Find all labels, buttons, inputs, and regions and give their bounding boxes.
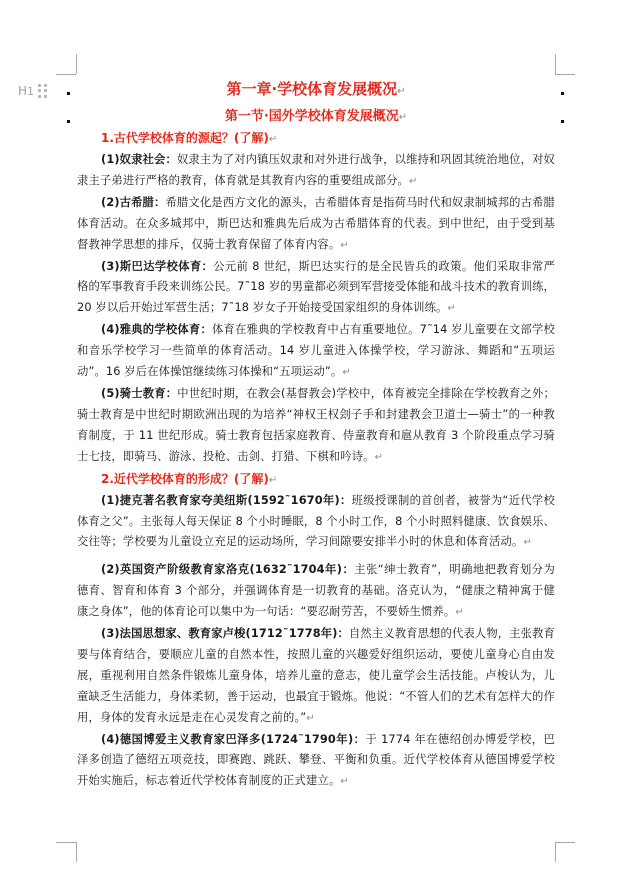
body-paragraph: (3)法国思想家、教育家卢梭(1712˜1778年)：自然主义教育思想的代表人物，主张教育要与体育结合，要顺应儿童的自然本性，按照儿童的兴趣爱好组织运动，要使儿童身心自由发展，重视利用自然条件锻炼儿童身体，培养儿童的意志，使儿童学会生活技能。卢梭认为，儿童缺乏生活能力，身体柔韧，善于运动，也最宜于锻炼。他说：“不管人们的艺术有怎样大的作用，身体的发育永远是走在心灵发育之前的。”↵ bbox=[77, 627, 556, 724]
body-paragraph: (1)奴隶社会：奴隶主为了对内镇压奴隶和对外进行战争，以维持和巩固其统治地位，对奴隶主子弟进行严格的教育，体育就是其教育内容的重要组成部分。↵ bbox=[77, 153, 555, 187]
crop-mark-top-left bbox=[56, 74, 76, 75]
crop-mark-top-left bbox=[76, 54, 77, 74]
document-body[interactable] bbox=[77, 78, 555, 793]
crop-mark-bottom-left bbox=[56, 842, 76, 843]
body-paragraph: (2)古希腊：希腊文化是西方文化的源头，古希腊体育是指荷马时代和奴隶制城邦的古希腊体育活动。在众多城邦中，斯巴达和雅典先后成为古希腊体育的代表。到中世纪，由于受到基督教神学思想的排斥，仅骑士教育保留了体育内容。↵ bbox=[77, 195, 555, 251]
section-title: 第一节·国外学校体育发展概况↵ bbox=[224, 109, 408, 124]
drag-handle-icon[interactable] bbox=[38, 84, 48, 98]
question-heading-modern: 2.近代学校体育的形成？(了解)↵ bbox=[101, 471, 278, 486]
body-paragraph: (4)雅典的学校体育：体育在雅典的学校教育中占有重要地位。7˜14 岁儿童要在文部学校和音乐学校学习一些简单的体育活动。14 岁儿童进入体操学校，学习游泳、舞蹈和“五项运动”。16 岁后在体操馆继续练习体操和“五项运动”。↵ bbox=[77, 323, 556, 379]
crop-mark-top-right bbox=[555, 54, 556, 74]
paragraph-marker bbox=[561, 92, 564, 95]
paragraph-marker bbox=[67, 92, 70, 95]
paragraph-marker bbox=[67, 120, 70, 123]
body-paragraph: (2)英国资产阶级教育家洛克(1632˜1704年)：主张“绅士教育”，明确地把教育划分为德育、智育和体育 3 个部分，并强调体育是一切教育的基础。洛克认为，“健康之精神寓于健康之身体”，他的体育论可以集中为一句话：“要忍耐劳苦，不要娇生惯养。↵ bbox=[77, 563, 555, 619]
crop-mark-bottom-right bbox=[555, 842, 575, 843]
crop-mark-bottom-right bbox=[555, 842, 556, 862]
heading-level-indicator[interactable] bbox=[18, 84, 34, 98]
crop-mark-bottom-left bbox=[76, 842, 77, 862]
question-heading-ancient: 1.古代学校体育的源起？(了解)↵ bbox=[101, 131, 278, 145]
paragraph-marker bbox=[561, 120, 564, 123]
body-paragraph: (1)捷克著名教育家夸美纽斯(1592˜1670年)：班级授课制的首创者，被誉为“近代学校体育之父”。主张每人每天保证 8 个小时睡眠，8 个小时工作，8 个小时照料健康、饮食娱乐、交往等；学校要为儿童设立充足的运动场所，学习间隙要安排半小时的休息和体育活动。↵ bbox=[77, 493, 555, 549]
heading-level-number: 1 bbox=[27, 85, 35, 98]
heading-level-label: H bbox=[18, 84, 28, 98]
body-paragraph: (5)骑士教育：中世纪时期，在教会(基督教会)学校中，体育被完全排除在学校教育之外；骑士教育是中世纪时期欧洲出现的为培养“神权王权刽子手和封建教会卫道士—骑士”的一种教育制度，于 11 世纪形成。骑士教育包括家庭教育、侍童教育和扈从教育 3 个阶段重点学习骑士七技，即骑马、游泳、投枪、击剑、打猎、下棋和吟诗。↵ bbox=[77, 386, 556, 463]
crop-mark-top-right bbox=[555, 74, 575, 75]
body-paragraph: (3)斯巴达学校体育：公元前 8 世纪，斯巴达实行的是全民皆兵的政策。他们采取非常严格的军事教育手段来训练公民。7˜18 岁的男童都必须到军营接受体能和战斗技术的教育训练，20 岁以后开始过军营生活；7˜18 岁女子开始接受国家组织的身体训练。↵ bbox=[77, 259, 555, 315]
chapter-title: 第一章·学校体育发展概况↵ bbox=[226, 80, 406, 98]
body-paragraph: (4)德国博爱主义教育家巴泽多(1724˜1790年)：于 1774 年在德绍创办博爱学校，巴泽多创造了德绍五项竞技，即赛跑、跳跃、攀登、平衡和负重。近代学校体育从德国博爱学校开始实施后，标志着近代学校体育制度的正式建立。↵ bbox=[77, 732, 555, 788]
